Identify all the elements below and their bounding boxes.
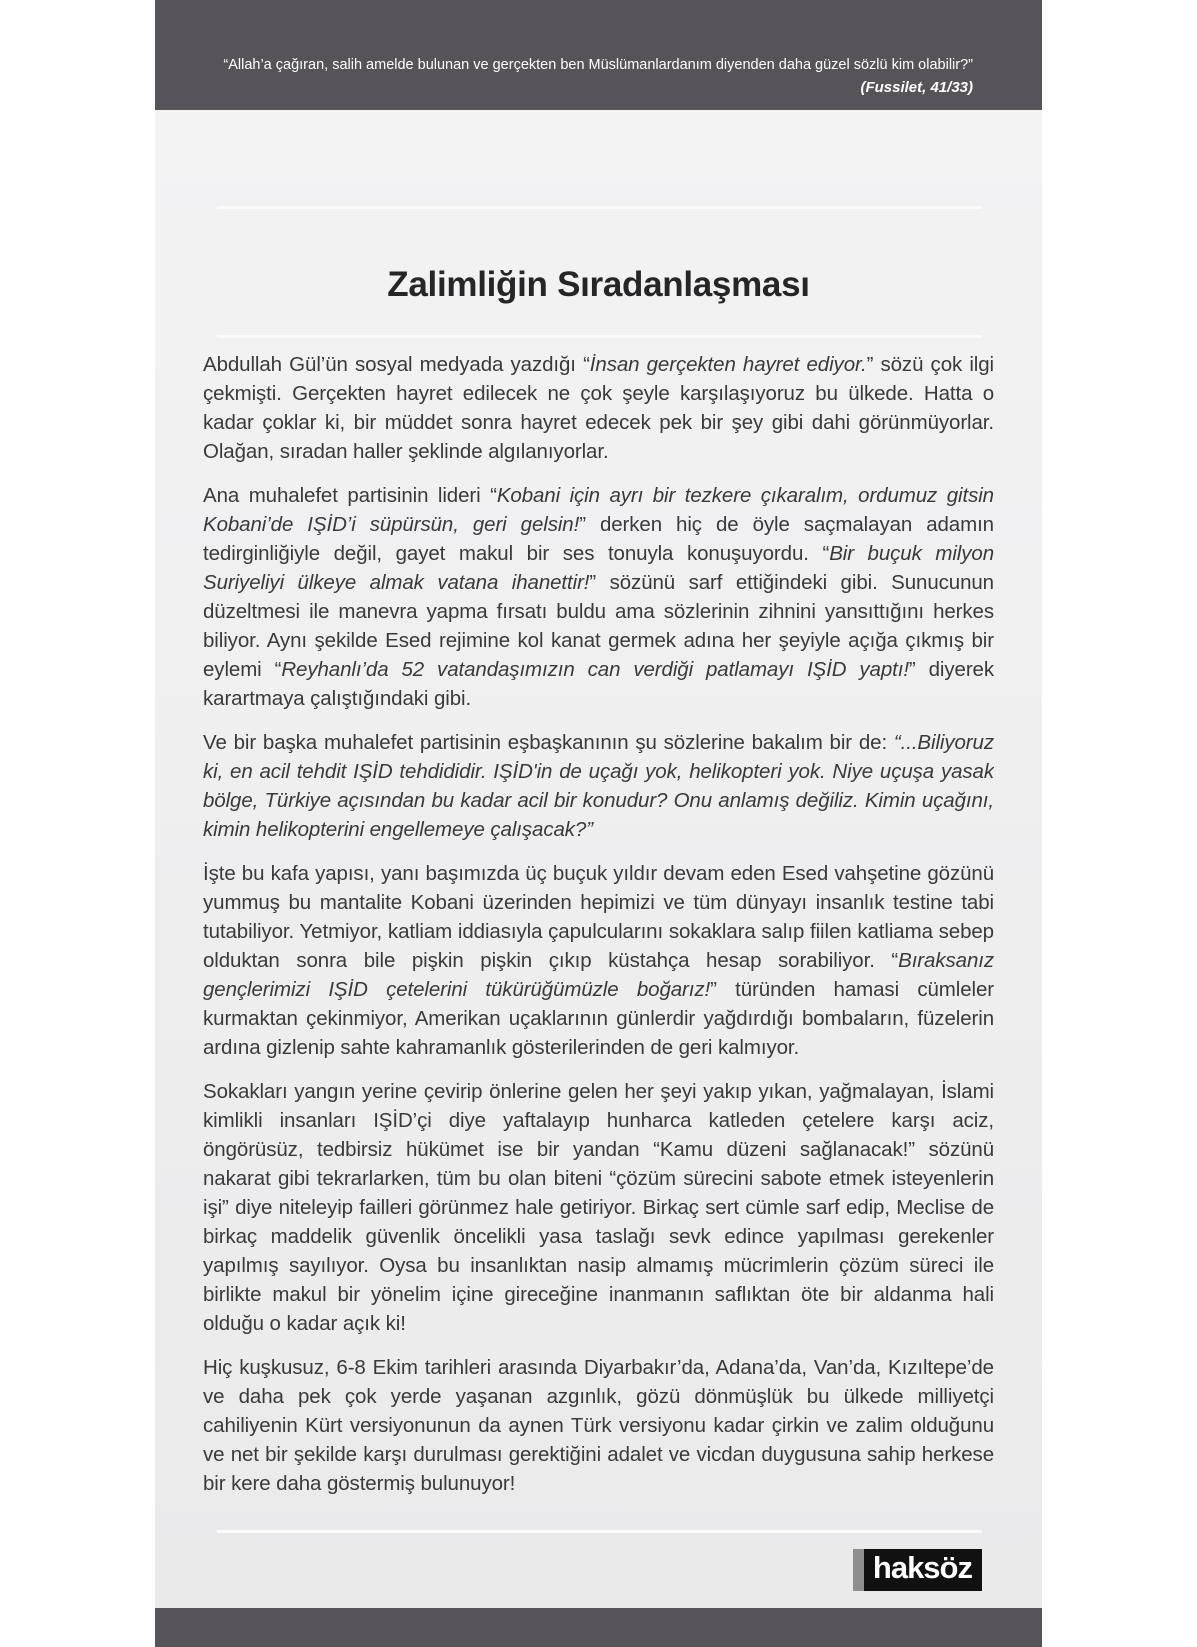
- article-title: Zalimliğin Sıradanlaşması: [387, 265, 810, 305]
- paragraph-text: İşte bu kafa yapısı, yanı başımızda üç buçuk yıldır devam eden Esed vahşetine gözünü yummuş bu mantalite Kobani üzerinden hepimizi ve tüm dünyayı insanlık testine tabi tutabiliyor. Yetmiyor, katliam iddiasıyla çapulcularını sokaklara salıp fiilen katliama sebep olduktan sonra bile pişkin pişkin çıkıp küstahça hesap sorabiliyor. “: [203, 862, 994, 972]
- paragraph: [203, 1077, 994, 1338]
- article-body: [203, 350, 994, 1528]
- paragraph-text: ” türünden hamasi cümleler kurmaktan çekinmiyor, Amerikan uçaklarının günlerdir yağdırdığı bombaların, füzelerin ardına gizlenip sahte kahramanlık gösterilerinden de geri kalmıyor.: [203, 978, 994, 1059]
- quoted-speech: İnsan gerçekten hayret ediyor.: [589, 353, 867, 376]
- paragraph: [203, 350, 994, 466]
- divider-above-title: [217, 206, 982, 209]
- paragraph: [203, 1353, 994, 1498]
- quoted-speech: Kobani için ayrı bir tezkere çıkaralım, ordumuz gitsin Kobani’de IŞİD’i süpürsün, geri gelsin!: [203, 484, 994, 536]
- paragraph: [203, 728, 994, 844]
- article-page: [155, 110, 1042, 1608]
- paragraph-text: ” diyerek karartmaya çalıştığındaki gibi.: [203, 658, 994, 710]
- quoted-speech: “...Biliyoruz ki, en acil tehdit IŞİD tehdididir. IŞİD'in de uçağı yok, helikopteri yok. Niye uçuşa yasak bölge, Türkiye açısından bu kadar acil bir konudur? Onu anlamış değiliz. Kimin uçağını, kimin helikopterini engellemeye çalışacak?”: [203, 731, 994, 841]
- paragraph-text: Ana muhalefet partisinin lideri “: [203, 484, 497, 507]
- publisher-logo-text: haksöz: [872, 1550, 972, 1585]
- paragraph-text: Abdullah Gül’ün sosyal medyada yazdığı “: [203, 353, 590, 376]
- quran-quote-attribution: (Fussilet, 41/33): [860, 79, 973, 96]
- header-quote-band: [155, 0, 1042, 110]
- quoted-speech: Reyhanlı’da 52 vatandaşımızın can verdiği patlamayı IŞİD yaptı!: [281, 658, 909, 681]
- divider-above-logo: [217, 1530, 982, 1533]
- quoted-speech: Bıraksanız gençlerimizi IŞİD çetelerini tükürüğümüzle boğarız!: [203, 949, 994, 1001]
- paragraph-text: Sokakları yangın yerine çevirip önlerine gelen her şeyi yakıp yıkan, yağmalayan, İslami kimlikli insanları IŞİD’çi diye yaftalayıp hunharca katleden çetelere karşı aciz, öngörüsüz, tedbirsiz hükümet ise bir yandan “Kamu düzeni sağlanacak!” sözünü nakarat gibi tekrarlarken, tüm bu olan biteni “çözüm sürecini sabote etmek isteyenlerin işi” diye niteleyip failleri görünmez hale getiriyor. Birkaç sert cümle sarf edip, Meclise de birkaç maddelik güvenlik öncelikli yasa taslağı sevk edince yapılması gerekenler yapılmış sayılıyor. Oysa bu insanlıktan nasip almamış mücrimlerin çözüm süreci ile birlikte makul bir yönelim içine gireceğine inanmanın saflıktan öte bir aldanma hali olduğu o kadar açık ki!: [203, 1080, 994, 1335]
- page-sheet: [155, 0, 1042, 1647]
- footer-band: [155, 1608, 1042, 1647]
- publisher-logo: [853, 1549, 982, 1591]
- paragraph: [203, 859, 994, 1062]
- paragraph: [203, 481, 994, 713]
- paragraph-text: ” derken hiç de öyle saçmalayan adamın tedirginliğiyle değil, gayet makul bir ses tonuyla konuşuyordu. “: [203, 513, 994, 565]
- paragraph-text: ” sözü çok ilgi çekmişti. Gerçekten hayret edilecek ne çok şeyle karşılaşıyoruz bu ülkede. Hatta o kadar çoklar ki, bir müddet sonra hayret edecek pek bir şey gibi dahi görünmüyorlar. Olağan, sıradan haller şeklinde algılanıyorlar.: [203, 353, 994, 463]
- paragraph-text: Ve bir başka muhalefet partisinin eşbaşkanının şu sözlerine bakalım bir de:: [203, 731, 894, 754]
- divider-below-title: [217, 335, 982, 338]
- quran-quote-text: “Allah’a çağıran, salih amelde bulunan ve gerçekten ben Müslümanlardanım diyenden daha güzel sözlü kim olabilir?”: [223, 57, 973, 73]
- quoted-speech: Bir buçuk milyon Suriyeliyi ülkeye almak vatana ihanettir!: [203, 542, 994, 594]
- paragraph-text: ” sözünü sarf ettiğindeki gibi. Sunucunun düzeltmesi ile manevra yapma fırsatı buldu ama sözlerinin zihnini yansıttığını herkes biliyor. Aynı şekilde Esed rejimine kol kanat germek adına her şeyiyle açığa çıkmış bir eylemi “: [203, 571, 994, 681]
- paragraph-text: Hiç kuşkusuz, 6-8 Ekim tarihleri arasında Diyarbakır’da, Adana’da, Van’da, Kızıltepe’de ve daha pek çok yerde yaşanan azgınlık, gözü dönmüşlük bu ülkede milliyetçi cahiliyenin Kürt versiyonunun da aynen Türk versiyonu kadar çirkin ve zalim olduğunu ve net bir şekilde karşı durulması gerektiğini adalet ve vicdan duygusuna sahip herkese bir kere daha göstermiş bulunuyor!: [203, 1356, 994, 1495]
